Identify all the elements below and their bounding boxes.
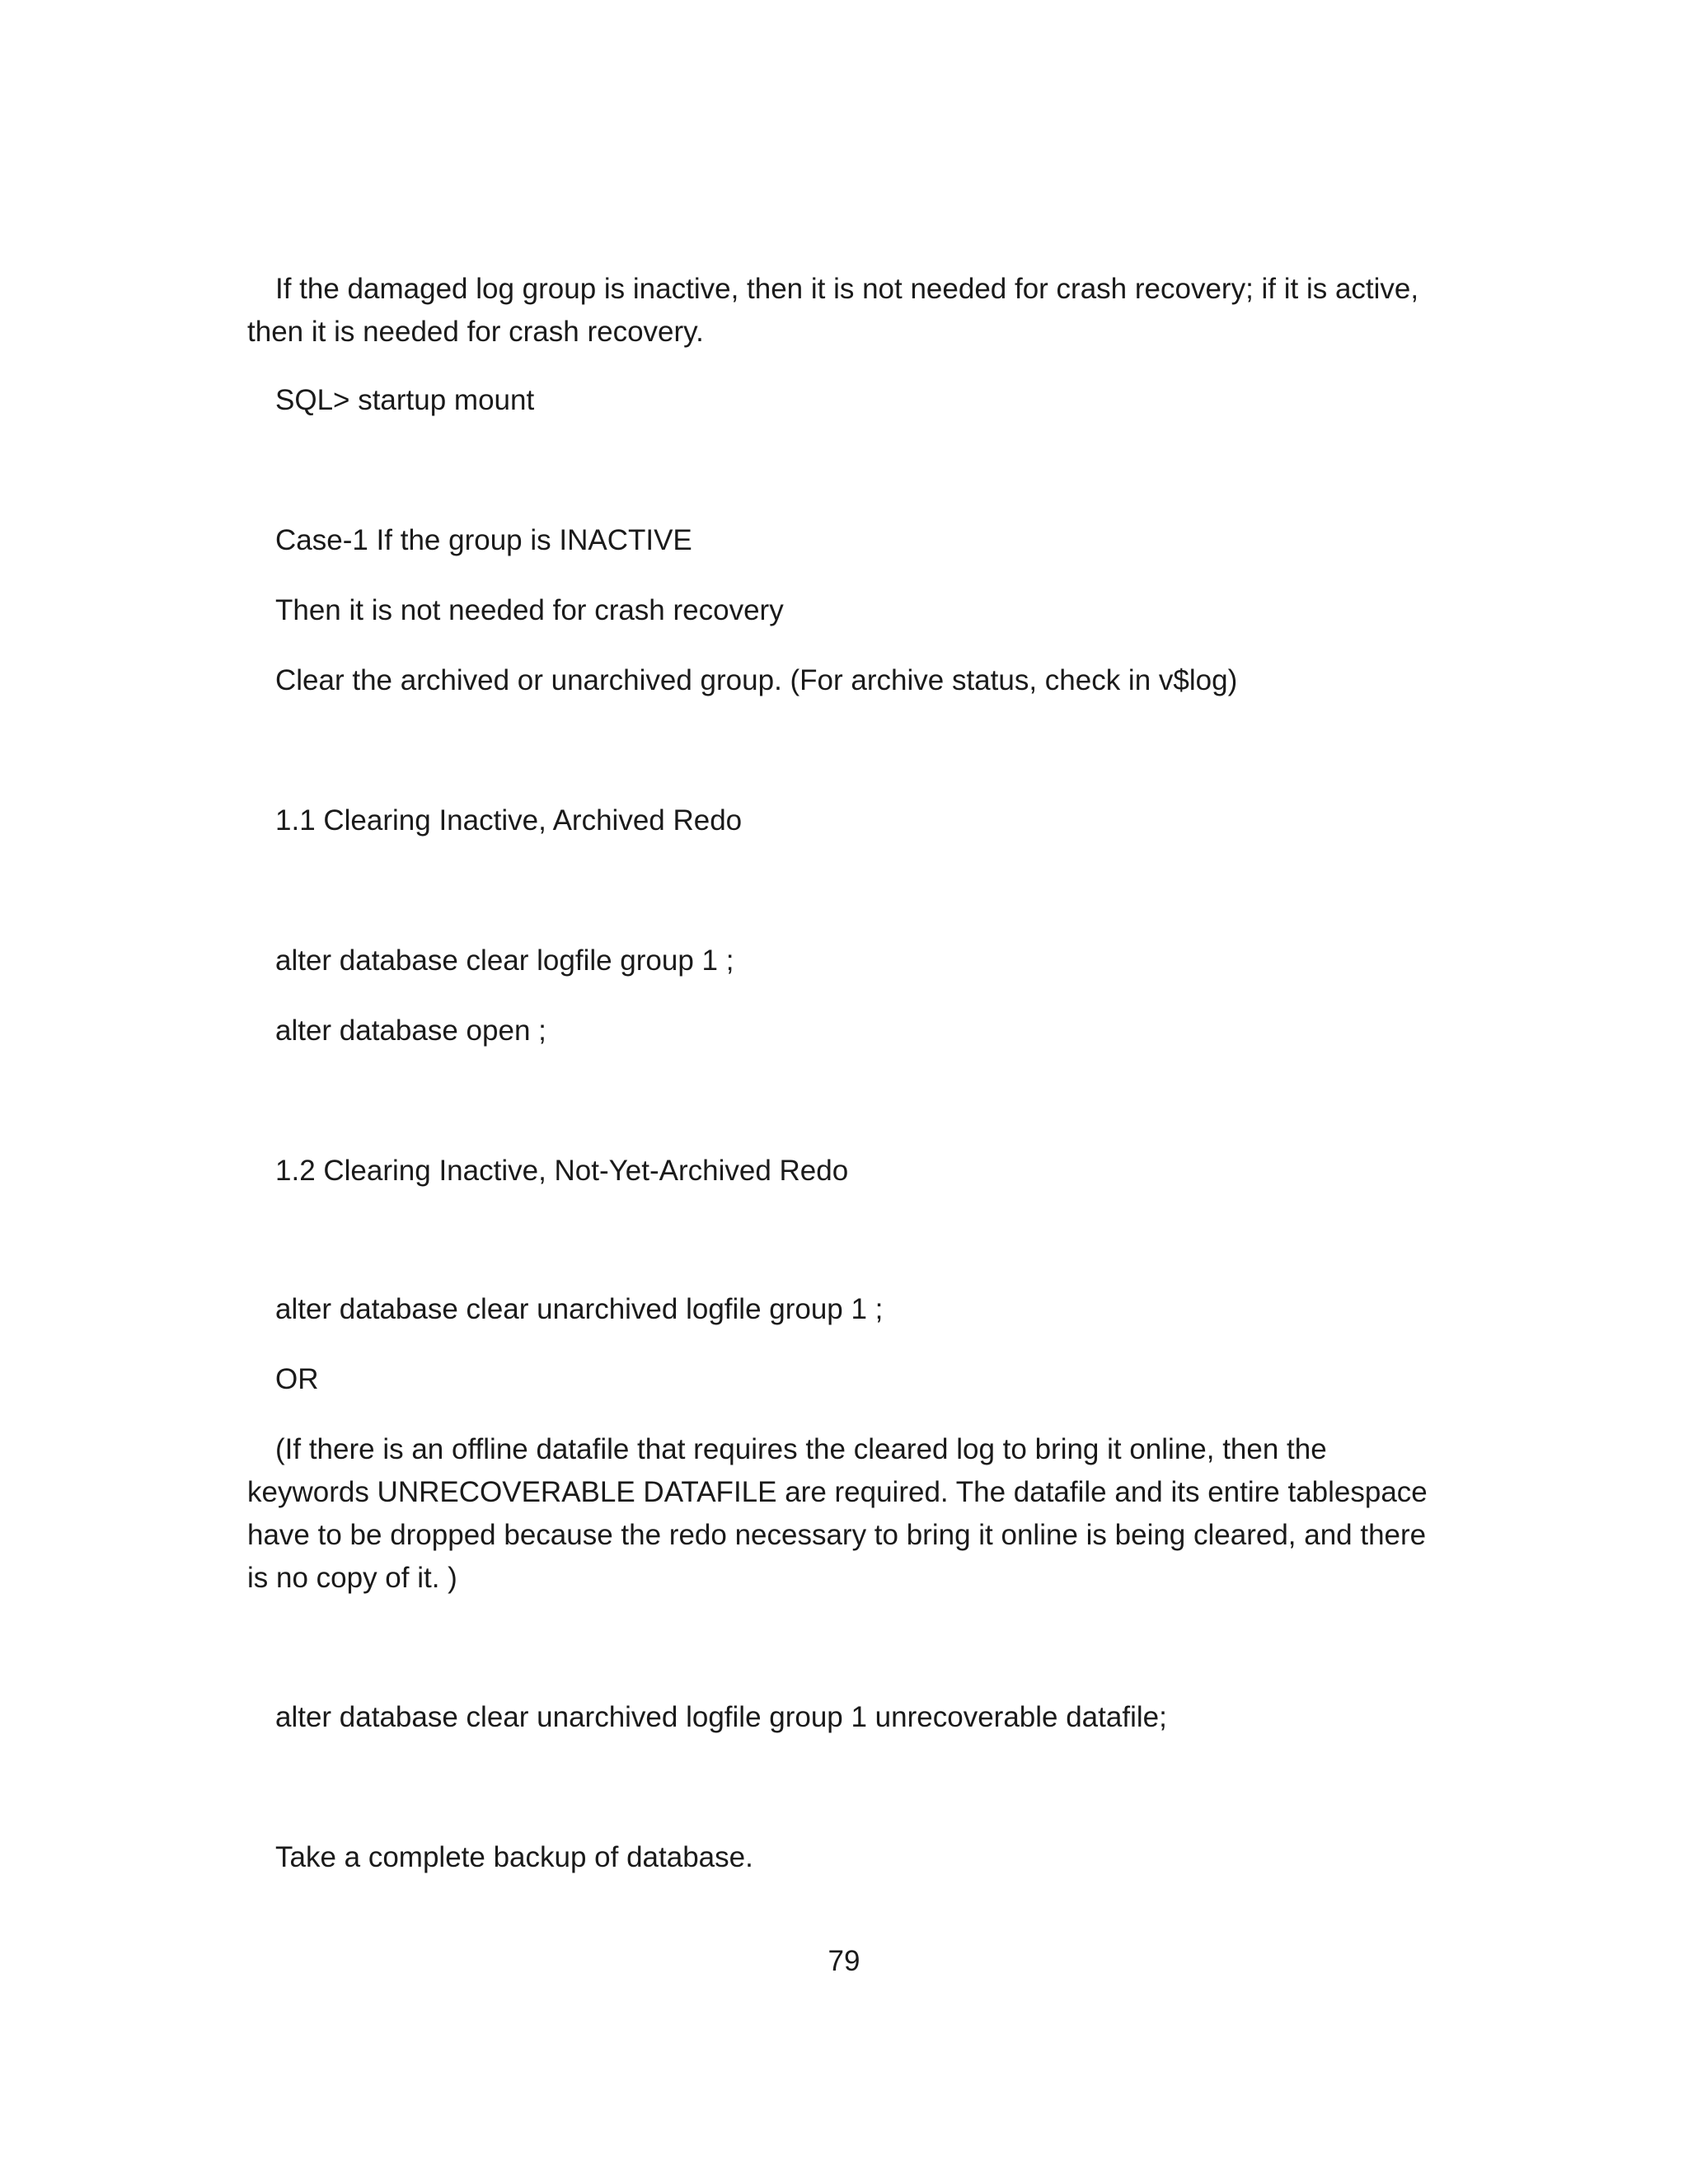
unrecoverable-datafile-note: (If there is an offline datafile that requires the cleared log to bring it online, then the keywords UNRECOVERABLE DATAFILE are required. The datafile and its entire tablespace have to be dropped because the redo necessary to bring it online is being cleared, and there is no copy of it. )	[247, 1433, 1428, 1594]
section-1-1-heading: 1.1 Clearing Inactive, Archived Redo	[275, 804, 743, 837]
or-separator: OR	[275, 1363, 319, 1395]
clear-group-instruction: Clear the archived or unarchived group. (For archive status, check in v$log)	[275, 664, 1238, 696]
backup-instruction: Take a complete backup of database.	[275, 1841, 753, 1873]
section-1-2-heading: 1.2 Clearing Inactive, Not-Yet-Archived Redo	[275, 1155, 849, 1187]
case-1-heading: Case-1 If the group is INACTIVE	[275, 524, 692, 556]
clear-unrecoverable-command: alter database clear unarchived logfile group 1 unrecoverable datafile;	[275, 1701, 1167, 1733]
sql-startup-line: SQL> startup mount	[275, 384, 535, 416]
clear-logfile-command: alter database clear logfile group 1 ;	[275, 944, 734, 977]
clear-unarchived-command: alter database clear unarchived logfile group 1 ;	[275, 1293, 884, 1325]
intro-paragraph: If the damaged log group is inactive, then it is not needed for crash recovery; if it is active, then it is needed for crash recovery.	[247, 273, 1419, 348]
page-number: 79	[828, 1945, 860, 1977]
case-1-note: Then it is not needed for crash recovery	[275, 594, 784, 626]
open-database-command: alter database open ;	[275, 1015, 546, 1047]
